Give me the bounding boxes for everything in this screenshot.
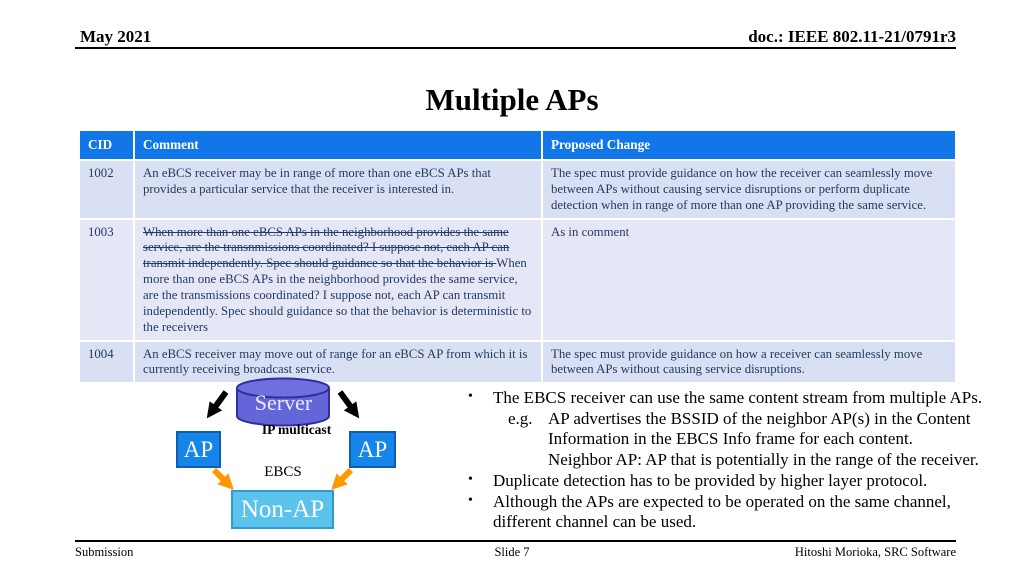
black-arrow-right-icon: [340, 392, 356, 414]
column-header-cid: CID: [80, 131, 133, 159]
header-doc-number: doc.: IEEE 802.11-21/0791r3: [748, 27, 956, 46]
table-cell-cid: 1004: [80, 342, 133, 383]
footer-slide-number: Slide 7: [494, 545, 530, 559]
example-text: AP advertises the BSSID of the neighbor AP(s) in the Content Information in the EBCS Info frame for each content.: [548, 408, 971, 449]
header-date: May 2021: [80, 27, 152, 46]
comments-table: [80, 131, 955, 382]
ebcs-network-diagram: [160, 374, 410, 539]
ebcs-label: EBCS: [264, 464, 302, 480]
inserted-text: When more than one eBCS APs in the neighborhood provides the same service, are the transmissions coordinated? I suppose not, each AP can transmit independently. Spec should guidance so that the behavior is deterministic to the receivers: [143, 256, 532, 334]
column-header-comment: Comment: [135, 131, 541, 159]
bullet-text: The EBCS receiver can use the same content stream from multiple APs.: [493, 388, 983, 407]
orange-arrow-right-icon: [335, 470, 351, 486]
ip-multicast-label: IP multicast: [261, 422, 332, 437]
table-cell-comment: An eBCS receiver may be in range of more than one eBCS APs that provides a particular service that the receiver is interested in.: [135, 161, 541, 218]
bullet-list: [460, 388, 996, 533]
bullet-icon: •: [468, 471, 473, 487]
footer-author: Hitoshi Morioka, SRC Software: [794, 545, 956, 559]
header-divider: [75, 47, 956, 49]
table-cell-proposed: As in comment: [543, 220, 955, 340]
table-cell-cid: 1002: [80, 161, 133, 218]
black-arrow-left-icon: [210, 392, 226, 414]
struck-text: When more than one eBCS APs in the neighborhood provides the same service, are the transnmissions coordinated? I suppose not, each AP can transmit independently. Spec should guidance so that the behavior is: [143, 224, 510, 271]
example-label: e.g.: [508, 408, 533, 428]
bullet-text: Although the APs are expected to be operated on the same channel, different channel can be used.: [493, 491, 951, 532]
list-item: [460, 471, 996, 492]
bullet-text: Duplicate detection has to be provided by higher layer protocol.: [493, 470, 928, 490]
list-item: [460, 492, 996, 533]
page-title: Multiple APs: [425, 82, 599, 117]
orange-arrow-left-icon: [214, 470, 230, 486]
server-label: Server: [254, 390, 313, 415]
table-cell-comment: [135, 220, 541, 340]
non-ap-node: Non-AP: [231, 490, 334, 529]
example-note: Neighbor AP: AP that is potentially in the range of the receiver.: [548, 450, 979, 470]
example-block: [508, 409, 996, 471]
ap-left-node: AP: [176, 431, 221, 468]
table-cell-cid: 1003: [80, 220, 133, 340]
footer-divider: [75, 540, 956, 542]
list-item: [460, 388, 996, 409]
example-body: [548, 409, 996, 471]
table-cell-proposed: The spec must provide guidance on how the receiver can seamlessly move between APs without causing service disruptions or perform duplicate detection when in range of more than one AP providing the same service.: [543, 161, 955, 218]
table-cell-proposed: The spec must provide guidance on how a receiver can seamlessly move between APs without causing service disruptions.: [543, 342, 955, 383]
column-header-proposed-change: Proposed Change: [543, 131, 955, 159]
bullet-icon: •: [468, 492, 473, 508]
table-cell-comment: An eBCS receiver may move out of range for an eBCS AP from which it is currently receiving broadcast service.: [135, 342, 541, 383]
footer-submission: Submission: [75, 545, 134, 559]
bullet-icon: •: [468, 389, 473, 404]
ap-right-node: AP: [349, 431, 396, 468]
